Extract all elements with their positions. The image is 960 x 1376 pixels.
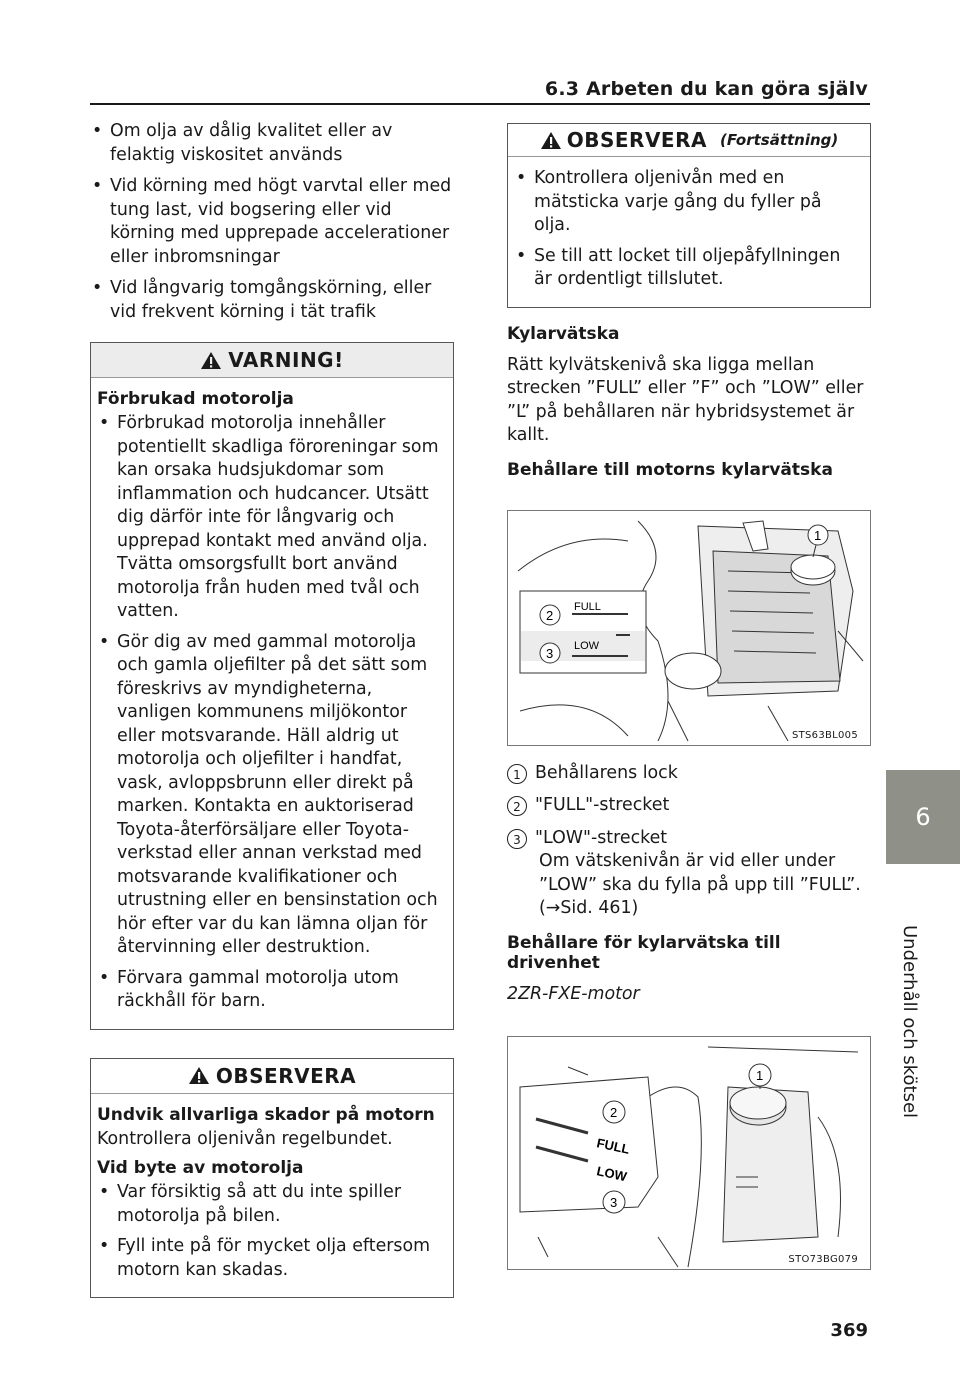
legend-note: Om vätskenivån är vid eller under ”LOW” ska du fylla på upp till ”FULL”. (→Sid. 461) — [539, 851, 861, 918]
header-divider — [90, 103, 870, 105]
full-mark-label: FULL — [574, 600, 601, 613]
notice-subtitle: Vid byte av motorolja — [97, 1158, 304, 1178]
notice-subtitle: Undvik allvarliga skador på motorn — [97, 1104, 435, 1125]
section-heading: Kylarvätska — [507, 323, 620, 344]
legend-item — [507, 794, 871, 818]
callout-number: 3 — [610, 1195, 618, 1210]
notice-title: OBSERVERA — [566, 128, 707, 152]
section-heading: Behållare till motorns kylarvätska — [507, 459, 833, 480]
notice-text: Kontrollera oljenivån regelbundet. — [97, 1128, 393, 1149]
list-item: • Vid körning med högt varvtal eller med tung last, vid bogsering eller vid körning med upprepade accelerationer eller inbromsningar — [90, 175, 454, 269]
callout-number: 1 — [814, 527, 822, 543]
chapter-tab: 6 — [886, 770, 960, 864]
notice-continued-box — [507, 123, 871, 308]
warning-triangle-icon — [200, 351, 222, 370]
list-item: • Kontrollera oljenivån med en mätsticka varje gång du fyller på olja. — [514, 167, 858, 238]
list-item: • Fyll inte på för mycket olja eftersom motorn kan skadas. — [97, 1235, 441, 1282]
drive-coolant-illustration — [508, 1037, 870, 1269]
continued-label: (Fortsättning) — [719, 131, 839, 149]
legend-text: Behållarens lock — [535, 762, 678, 783]
engine-variant: 2ZR-FXE-motor — [507, 983, 640, 1004]
callout-number: 2 — [610, 1105, 618, 1120]
list-item: • Gör dig av med gammal motorolja och gamla oljefilter på det sätt som föreskrivs av myndigheterna, vanligen kommunens miljökontor eller motsvarande. Häll aldrig ut motorolja och oljefilter i handfat, vask, avloppsbrunn eller direkt på marken. Kontakta en auktoriserad Toyota-återförsäljare eller Toyota-verkstad eller annan verkstad med motsvarande kvalifikationer och utrustning eller en bensinstation och hör efter var du kan lämna oljan för återvinning eller destruktion. — [97, 631, 441, 960]
callout-number: 3 — [546, 645, 554, 661]
low-mark-label: LOW — [595, 1163, 629, 1185]
list-item: • Se till att locket till oljepåfyllningen är ordentligt tillslutet. — [514, 245, 858, 292]
callout-number: 2 — [546, 607, 554, 623]
left-column — [90, 120, 454, 1298]
notice-title: OBSERVERA — [215, 1063, 357, 1088]
figure-code: STS63BL005 — [791, 729, 858, 741]
warning-title: VARNING! — [228, 348, 344, 372]
callout-number: 1 — [756, 1068, 764, 1083]
notice-box — [90, 1058, 454, 1299]
list-item: • Förbrukad motorolja innehåller potentiellt skadliga föroreningar som kan orsaka hudsjukdomar som inflammation och hudcancer. Utsätt dig därför inte för långvarig och upprepad kontakt med använd olja. Tvätta omsorgsfullt bort använd motorolja från huden med tvål och vatten. — [97, 412, 441, 624]
engine-coolant-illustration — [508, 511, 870, 745]
warning-triangle-icon — [188, 1066, 210, 1085]
chapter-title-text: Underhåll och skötsel — [899, 925, 920, 1119]
legend-item — [507, 762, 871, 786]
section-heading: Behållare för kylarvätska till drivenhet — [507, 932, 781, 973]
drive-coolant-reservoir-figure — [507, 1036, 871, 1270]
paragraph: Rätt kylvätskenivå ska ligga mellan strecken ”FULL” eller ”F” och ”LOW” eller ”L” på behållaren när hybridsystemet är kallt. — [507, 354, 864, 445]
list-item: • Vid långvarig tomgångskörning, eller vid frekvent körning i tät trafik — [90, 277, 454, 324]
right-column — [507, 123, 871, 1270]
page-number: 369 — [830, 1320, 868, 1341]
warning-subtitle: Förbrukad motorolja — [97, 389, 294, 409]
legend-text: "LOW"-strecket — [535, 827, 668, 848]
legend-number: 3 — [507, 829, 527, 849]
full-mark-label: FULL — [595, 1135, 631, 1157]
legend-item — [507, 827, 871, 851]
section-title: 6.3 Arbeten du kan göra själv — [544, 78, 868, 100]
low-mark-label: LOW — [574, 639, 600, 652]
figure-code: STO73BG079 — [788, 1254, 858, 1265]
list-item: • Om olja av dålig kvalitet eller av felaktig viskositet används — [90, 120, 454, 167]
warning-box — [90, 342, 454, 1030]
legend-number: 1 — [507, 764, 527, 784]
engine-coolant-reservoir-figure — [507, 510, 871, 746]
legend-text: "FULL"-strecket — [535, 795, 670, 815]
legend-number: 2 — [507, 796, 527, 816]
list-item: • Var försiktig så att du inte spiller motorolja på bilen. — [97, 1181, 441, 1228]
notice-continued-header — [508, 124, 870, 157]
warning-header — [91, 343, 453, 378]
warning-triangle-icon — [540, 131, 562, 150]
notice-header — [91, 1059, 453, 1094]
list-item: • Förvara gammal motorolja utom räckhåll för barn. — [97, 967, 441, 1014]
